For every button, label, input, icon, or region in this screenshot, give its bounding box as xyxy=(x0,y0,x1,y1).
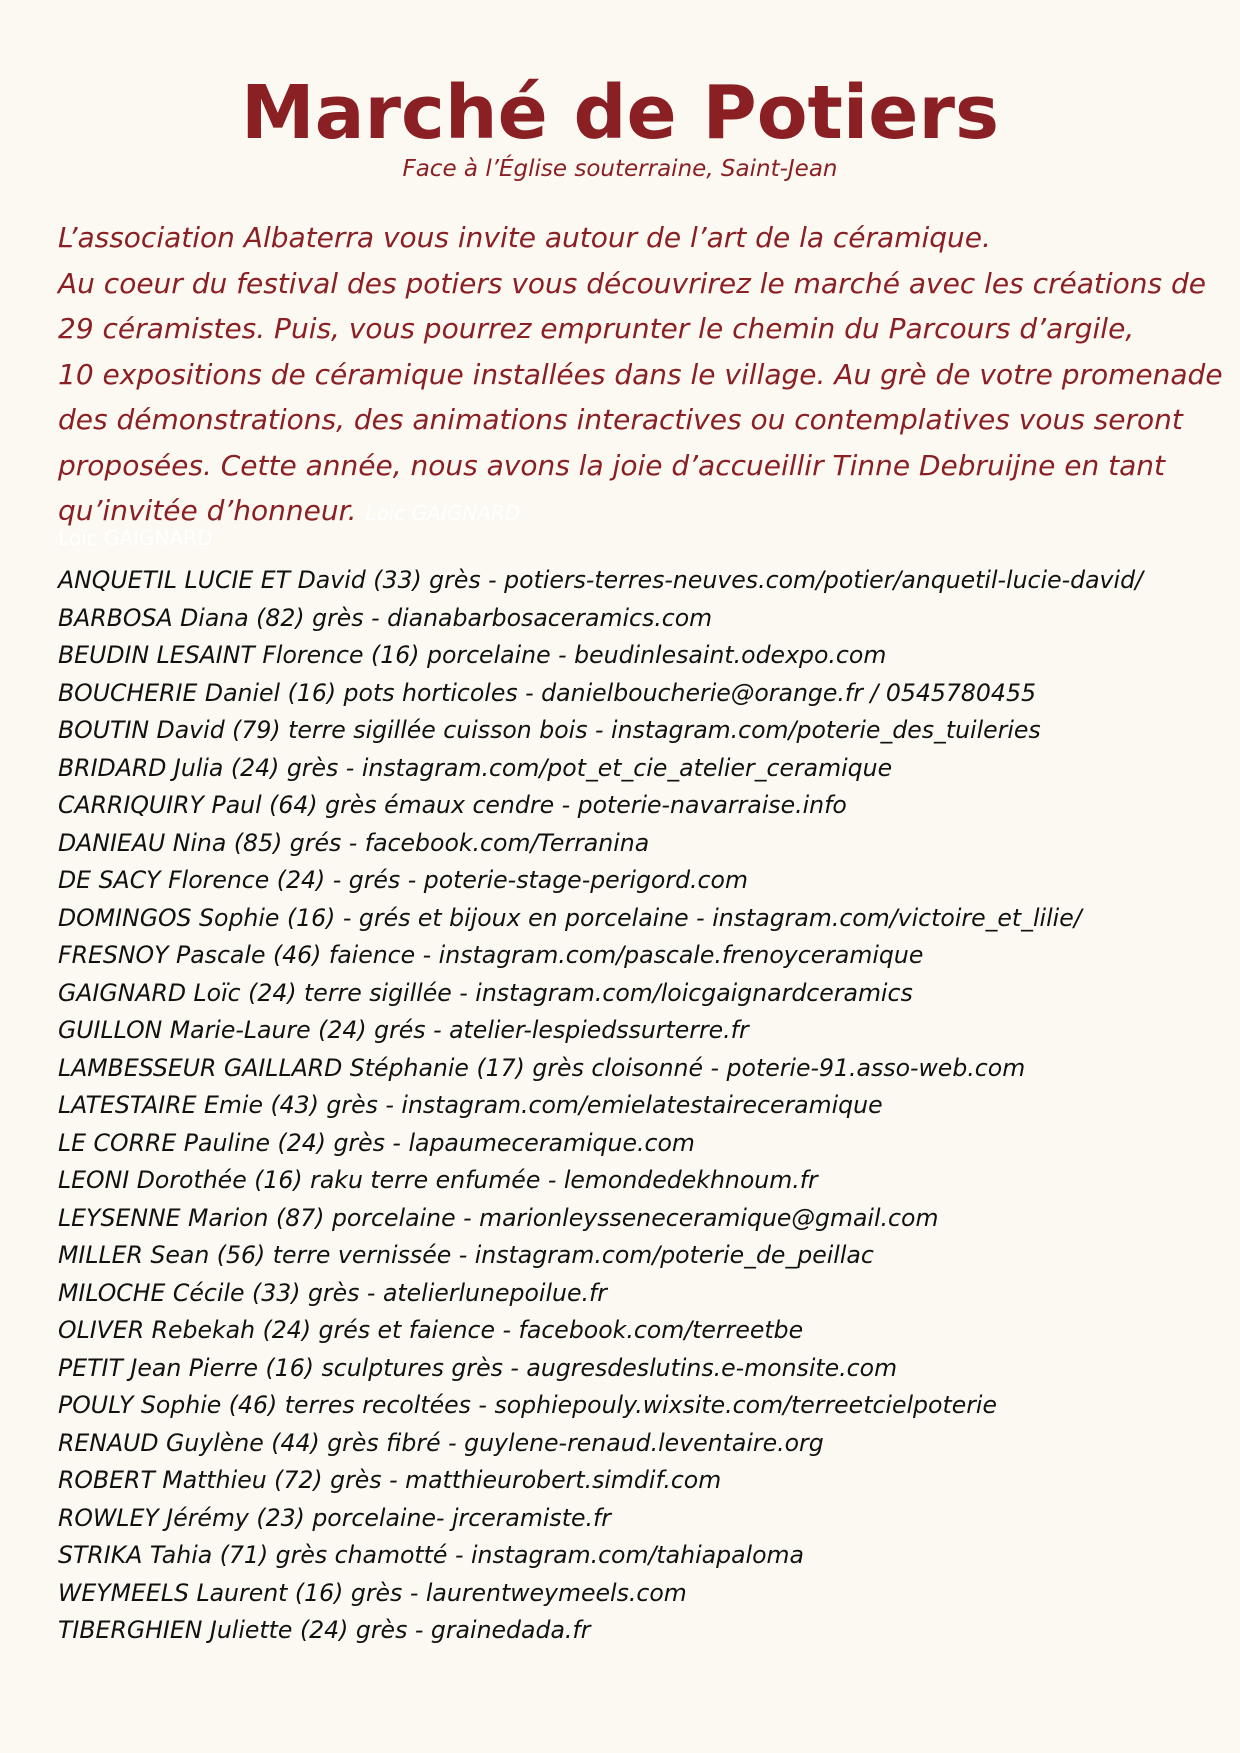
exhibitor-entry: BRIDARD Julia (24) grès - instagram.com/pot_et_cie_atelier_ceramique xyxy=(58,753,893,782)
exhibitor-entry: MILLER Sean (56) terre vernissée - instagram.com/poterie_de_peillac xyxy=(58,1241,874,1269)
exhibitor-entry: DANIEAU Nina (85) grés - facebook.com/Terranina xyxy=(58,828,650,857)
exhibitor-entry: TIBERGHIEN Juliette (24) grès - grainedada.fr xyxy=(58,1616,591,1644)
exhibitor-entry: POULY Sophie (46) terres recoltées - sophiepouly.wixsite.com/terreetcielpoterie xyxy=(58,1391,997,1419)
exhibitor-entry: DOMINGOS Sophie (16) - grés et bijoux en porcelaine - instagram.com/victoire_et_lilie/ xyxy=(58,903,1082,932)
exhibitor-entry: MILOCHE Cécile (33) grès - atelierlunepoilue.fr xyxy=(58,1278,607,1307)
exhibitor-entry: PETIT Jean Pierre (16) sculptures grès - augresdeslutins.e-monsite.com xyxy=(58,1353,898,1382)
exhibitor-entry: LAMBESSEUR GAILLARD Stéphanie (17) grès cloisonné - poterie-91.asso-web.com xyxy=(58,1053,1026,1082)
exhibitor-entry: DE SACY Florence (24) - grés - poterie-stage-perigord.com xyxy=(58,866,748,894)
exhibitor-entry: ANQUETIL LUCIE ET David (33) grès - potiers-terres-neuves.com/potier/anquetil-lucie-david/ xyxy=(58,566,1143,594)
exhibitor-entry: LEONI Dorothée (16) raku terre enfumée - lemondedekhnoum.fr xyxy=(58,1166,818,1194)
exhibitor-entry: BOUTIN David (79) terre sigillée cuisson bois - instagram.com/poterie_des_tuileries xyxy=(58,716,1041,744)
intro-line: 10 expositions de céramique installées dans le village. Au grè de votre promenade xyxy=(58,357,1223,391)
exhibitor-entry: OLIVER Rebekah (24) grés et faience - facebook.com/terreetbe xyxy=(58,1316,804,1344)
intro-paragraph xyxy=(58,215,1228,537)
exhibitor-entry: LE CORRE Pauline (24) grès - lapaumeceramique.com xyxy=(58,1128,695,1157)
venue-subtitle: Face à l’Église souterraine, Saint-Jean xyxy=(402,156,838,182)
exhibitor-entry: ROBERT Matthieu (72) grès - matthieurobert.simdif.com xyxy=(58,1466,722,1494)
intro-line: L’association Albaterra vous invite autour de l’art de la céramique. xyxy=(58,221,991,254)
exhibitor-entry: LEYSENNE Marion (87) porcelaine - marionleysseneceramique@gmail.com xyxy=(58,1203,939,1232)
exhibitor-entry: STRIKA Tahia (71) grès chamotté - instagram.com/tahiapaloma xyxy=(58,1541,804,1569)
exhibitor-entry: BOUCHERIE Daniel (16) pots horticoles - danielboucherie@orange.fr / 0545780455 xyxy=(58,678,1036,707)
intro-line: Au coeur du festival des potiers vous découvrirez le marché avec les créations de xyxy=(58,266,1207,300)
ghost-text-line: Loïc GAIGNARD xyxy=(58,526,213,550)
exhibitor-entry: BARBOSA Diana (82) grès - dianabarbosaceramics.com xyxy=(58,603,713,632)
intro-line: 29 céramistes. Puis, vous pourrez emprunter le chemin du Parcours d’argile, xyxy=(58,312,1135,345)
intro-line-last xyxy=(58,488,1228,537)
ghost-text-inline: Loïc GAIGNARD xyxy=(365,501,521,525)
exhibitor-entry: FRESNOY Pascale (46) faience - instagram.com/pascale.frenoyceramique xyxy=(58,941,924,969)
exhibitor-entry: LATESTAIRE Emie (43) grès - instagram.com/emielatestaireceramique xyxy=(58,1091,883,1119)
intro-line: proposées. Cette année, nous avons la joie d’accueillir Tinne Debruijne en tant xyxy=(58,448,1165,482)
exhibitor-list xyxy=(58,562,1228,1650)
exhibitor-entry: BEUDIN LESAINT Florence (16) porcelaine - beudinlesaint.odexpo.com xyxy=(58,641,887,669)
exhibitor-entry: WEYMEELS Laurent (16) grès - laurentweymeels.com xyxy=(58,1578,687,1607)
intro-line-text: qu’invitée d’honneur. xyxy=(58,494,357,527)
exhibitor-entry: CARRIQUIRY Paul (64) grès émaux cendre - poterie-navarraise.info xyxy=(58,791,847,819)
page-title: Marché de Potiers xyxy=(240,70,1000,156)
exhibitor-entry: GUILLON Marie-Laure (24) grés - atelier-lespiedssurterre.fr xyxy=(58,1016,749,1044)
exhibitor-entry: GAIGNARD Loïc (24) terre sigillée - instagram.com/loicgaignardceramics xyxy=(58,978,913,1007)
intro-line: des démonstrations, des animations interactives ou contemplatives vous seront xyxy=(58,403,1183,436)
exhibitor-entry: RENAUD Guylène (44) grès fibré - guylene-renaud.leventaire.org xyxy=(58,1428,824,1457)
exhibitor-entry: ROWLEY Jérémy (23) porcelaine- jrceramiste.fr xyxy=(58,1503,611,1532)
